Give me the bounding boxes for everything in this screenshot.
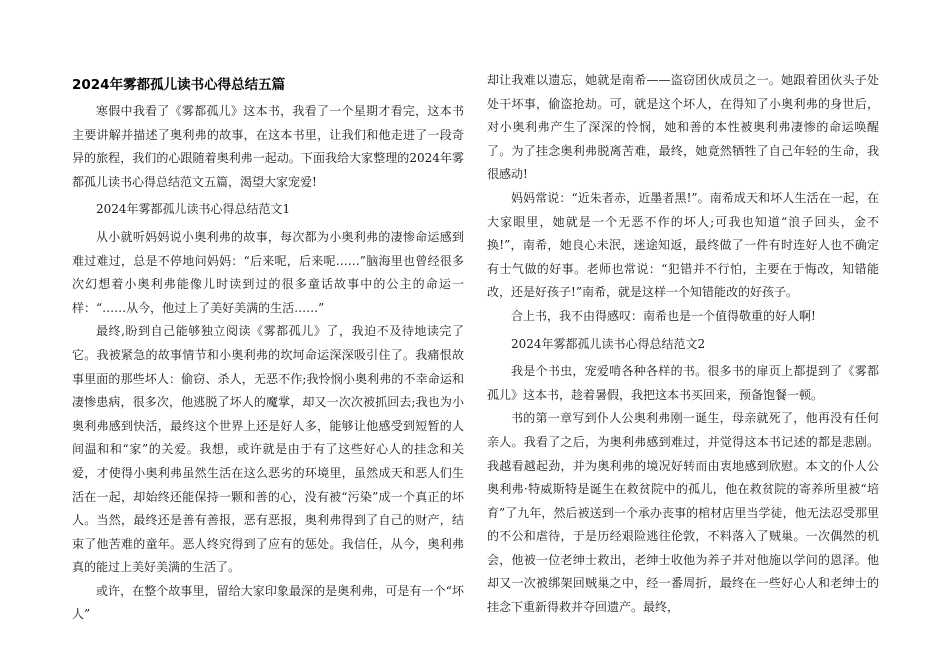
intro-paragraph: 寒假中我看了《雾都孤儿》这本书，我看了一个星期才看完，这本书主要讲解并描述了奥利弗的故事，在这本书里，让我们和他走进了一段奇异的旅程，我们的心跟随着奥利弗一起动。下面我给大家整理的2024年雾都孤儿读书心得总结范文五篇，渴望大家宠爱! (72, 104, 464, 189)
right-column (487, 69, 879, 620)
body-paragraph: 书的第一章写到仆人公奥利弗刚一诞生，母亲就死了，他再没有任何亲人。我看了之后，为奥利弗感到难过，并觉得这本书记述的都是悲剧。我越看越起劲，并为奥利弗的境况好转而由衷地感到欣慰。本文的仆人公奥利弗·特威斯特是诞生在救贫院中的孤儿，他在救贫院的寄养所里被“培育”了九年，然后被送到一个承办丧事的棺材店里当学徒，他无法忍受那里的不公和虐待，于是历经艰险逃往伦敦，不料落入了贼巢。一次偶然的机会，他被一位老绅士救出，老绅士收他为养子并对他施以学问的恩泽。他却又一次被绑架回贼巢之中，经一番周折，最终在一些好心人和老绅士的挂念下重新得救并夺回遗产。最终， (487, 411, 879, 615)
body-paragraph: 从小就听妈妈说小奥利弗的故事，每次都为小奥利弗的凄惨命运感到难过难过，总是不停地问妈妈：“后来呢，后来呢……”脑海里也曾经很多次幻想着小奥利弗能像儿时读到过的很多童话故事中的公主的命运一样：“……从今，他过上了美好美满的生活……” (72, 229, 464, 315)
body-paragraph: 最终,盼到自己能够独立阅读《雾都孤儿》了，我迫不及待地读完了它。我被紧急的故事情节和小奥利弗的坎坷命运深深吸引住了。我痛恨故事里面的那些坏人：偷窃、杀人，无恶不作;我怜悯小奥利弗的不幸命运和凄惨患病，很多次，他逃脱了坏人的魔掌，却又一次次被抓回去;我也为小奥利弗感到快活，最终这个世界上还是好人多，能够让他感受到短暂的人间温和和“家”的关爱。我想，或许就是由于有了这些好心人的挂念和关爱，才使得小奥利弗虽然生活在这么恶劣的环境里，虽然成天和恶人们生活在一起，却始终还能保持一颗和善的心，没有被“污染”成一个真正的坏人。当然，最终还是善有善报，恶有恶报，奥利弗得到了自己的财产，结束了他苦难的童年。恶人终究得到了应有的惩处。我信任，从今，奥利弗真的能过上美好美满的生活了。 (72, 324, 464, 575)
body-paragraph: 合上书，我不由得感叹：南希也是一个值得敬重的好人啊! (511, 308, 816, 323)
section-heading-2: 2024年雾都孤儿读书心得总结范文2 (511, 336, 706, 351)
body-paragraph: 或许，在整个故事里，留给大家印象最深的是奥利弗，可是有一个“坏人” (72, 583, 464, 622)
left-column (72, 70, 464, 627)
body-paragraph: 妈妈常说：“近朱者赤，近墨者黑!”。南希成天和坏人生活在一起，在大家眼里，她就是一个无恶不作的坏人;可我也知道“浪子回头，金不换!”，南希，她良心未泯，迷途知返，最终做了一件有时连好人也不确定有士气做的好事。老师也常说：“犯错并不行怕，主要在于悔改，知错能改，还是好孩子!”南希，就是这样一个知错能改的好孩子。 (487, 190, 879, 300)
document-title: 2024年雾都孤儿读书心得总结五篇 (72, 77, 286, 93)
section-heading-1: 2024年雾都孤儿读书心得总结范文1 (96, 202, 291, 217)
body-paragraph: 我是个书虫，宠爱啃各种各样的书。很多书的扉页上都提到了《雾都孤儿》这本书，趁着暑假，我把这本书买回来，预备饱餐一顿。 (487, 364, 879, 402)
continued-paragraph: 却让我难以遗忘，她就是南希——盗窃团伙成员之一。她跟着团伙头子处处干坏事，偷盗抢劫。可，就是这个坏人，在得知了小奥利弗的身世后，对小奥利弗产生了深深的怜悯，她和善的本性被奥利弗凄惨的命运唤醒了。为了挂念奥利弗脱离苦难，最终，她竟然牺牲了自己年轻的生命，我很感动! (487, 73, 879, 182)
